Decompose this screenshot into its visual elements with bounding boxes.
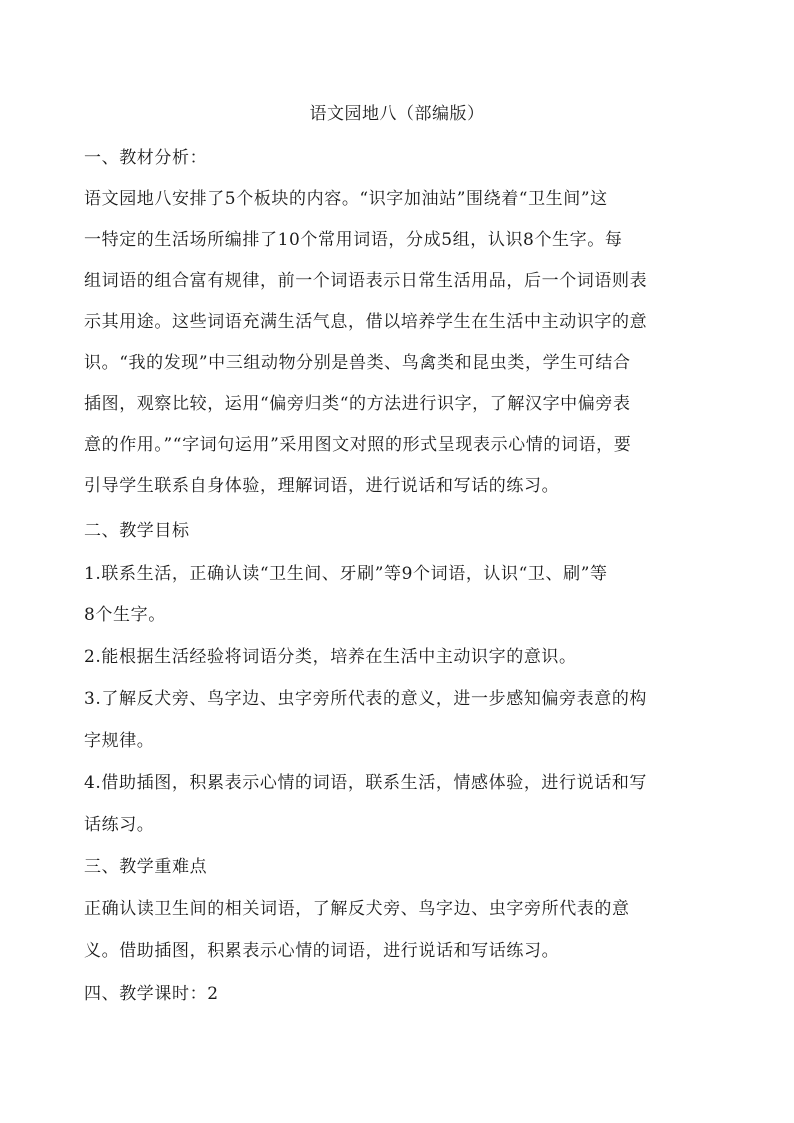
paragraph-line: 组词语的组合富有规律，前一个词语表示日常生活用品，后一个词语则表 (84, 271, 648, 291)
paragraph-line: 义。借助插图，积累表示心情的词语，进行说话和写话练习。 (84, 941, 560, 961)
section-heading-class-hours: 四、教学课时：2 (84, 984, 219, 1004)
paragraph-line: 正确认读卫生间的相关词语，了解反犬旁、鸟字边、虫字旁所代表的意 (84, 899, 630, 919)
paragraph-line: 示其用途。这些词语充满生活气息，借以培养学生在生活中主动识字的意 (84, 312, 648, 332)
goal-item-1: 1.联系生活，正确认读“卫生间、牙刷”等9个词语，认识“卫、刷”等 (84, 564, 608, 584)
paragraph-line: 一特定的生活场所编排了10个常用词语，分成5组，认识8个生字。每 (84, 230, 623, 250)
goal-item-1-cont: 8个生字。 (84, 605, 166, 625)
paragraph-line: 意的作用。”“字词句运用”采用图文对照的形式呈现表示心情的词语，要 (84, 435, 632, 455)
paragraph-line: 插图，观察比较，运用“偏旁归类“的方法进行识字，了解汉字中偏旁表 (84, 394, 631, 414)
paragraph-line: 语文园地八安排了5个板块的内容。“识字加油站”围绕着“卫生间”这 (84, 189, 608, 209)
paragraph-line: 引导学生联系自身体验，理解词语，进行说话和写话的练习。 (84, 476, 560, 496)
section-heading-key-points: 三、教学重难点 (84, 857, 208, 877)
goal-item-3: 3.了解反犬旁、鸟字边、虫字旁所代表的意义，进一步感知偏旁表意的构 (84, 689, 648, 709)
paragraph-line: 识。“我的发现”中三组动物分别是兽类、鸟禽类和昆虫类，学生可结合 (84, 353, 631, 373)
goal-item-4: 4.借助插图，积累表示心情的词语，联系生活，情感体验，进行说话和写 (84, 773, 648, 793)
section-heading-textbook-analysis: 一、教材分析： (84, 148, 208, 168)
goal-item-2: 2.能根据生活经验将词语分类，培养在生活中主动识字的意识。 (84, 647, 577, 667)
goal-item-4-cont: 话练习。 (84, 815, 155, 835)
section-heading-teaching-goals: 二、教学目标 (84, 521, 190, 541)
goal-item-3-cont: 字规律。 (84, 731, 155, 751)
document-title: 语文园地八（部编版） (309, 104, 485, 124)
